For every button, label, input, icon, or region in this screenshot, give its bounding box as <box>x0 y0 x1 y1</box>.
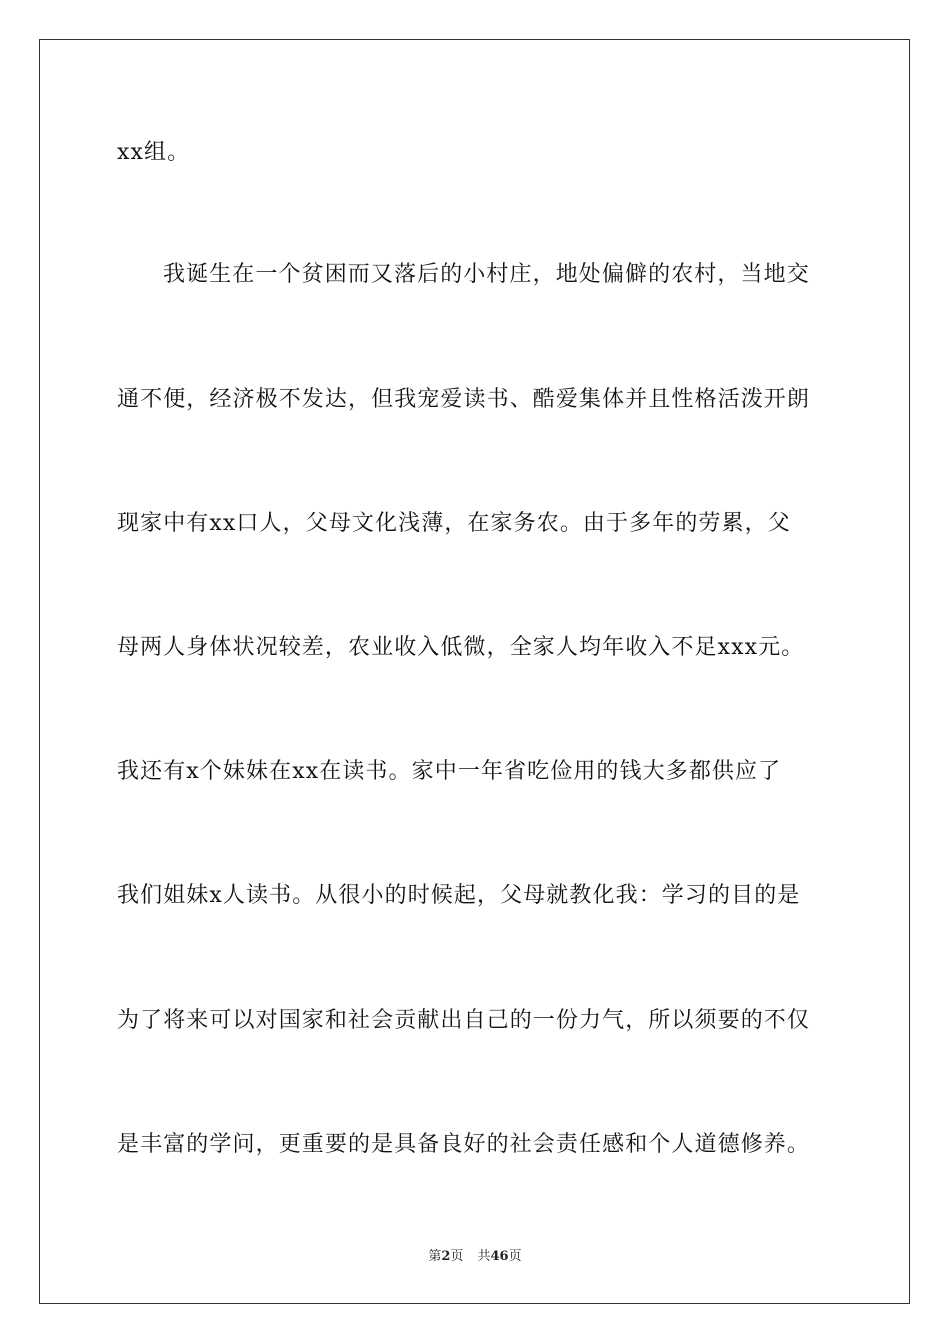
total-suffix: 页 <box>508 1249 522 1264</box>
total-prefix: 共 <box>477 1249 491 1264</box>
paragraph-line-8: 为了将来可以对国家和社会贡献出自己的一份力气，所以须要的不仅 <box>117 1008 811 1033</box>
page-border <box>39 39 910 1304</box>
page-prefix: 第 <box>428 1249 442 1264</box>
paragraph-line-9: 是丰富的学问，更重要的是具备良好的社会责任感和个人道德修养。 <box>117 1132 811 1157</box>
total-pages: 46 <box>490 1249 509 1264</box>
page-number: 2 <box>441 1249 451 1264</box>
paragraph-line-4: 现家中有xx口人，父母文化浅薄，在家务农。由于多年的劳累，父 <box>117 511 791 536</box>
page-footer <box>0 1248 950 1266</box>
paragraph-line-7: 我们姐妹x人读书。从很小的时候起，父母就教化我：学习的目的是 <box>117 883 801 908</box>
paragraph-line-2: 我诞生在一个贫困而又落后的小村庄，地处偏僻的农村，当地交 <box>163 262 810 287</box>
page-suffix: 页 <box>450 1249 464 1264</box>
paragraph-line-5: 母两人身体状况较差，农业收入低微，全家人均年收入不足xxx元。 <box>117 635 805 660</box>
paragraph-line-6: 我还有x个妹妹在xx在读书。家中一年省吃俭用的钱大多都供应了 <box>117 759 782 784</box>
paragraph-line-3: 通不便，经济极不发达，但我宠爱读书、酷爱集体并且性格活泼开朗 <box>117 387 811 412</box>
paragraph-line-1: xx组。 <box>117 140 191 165</box>
